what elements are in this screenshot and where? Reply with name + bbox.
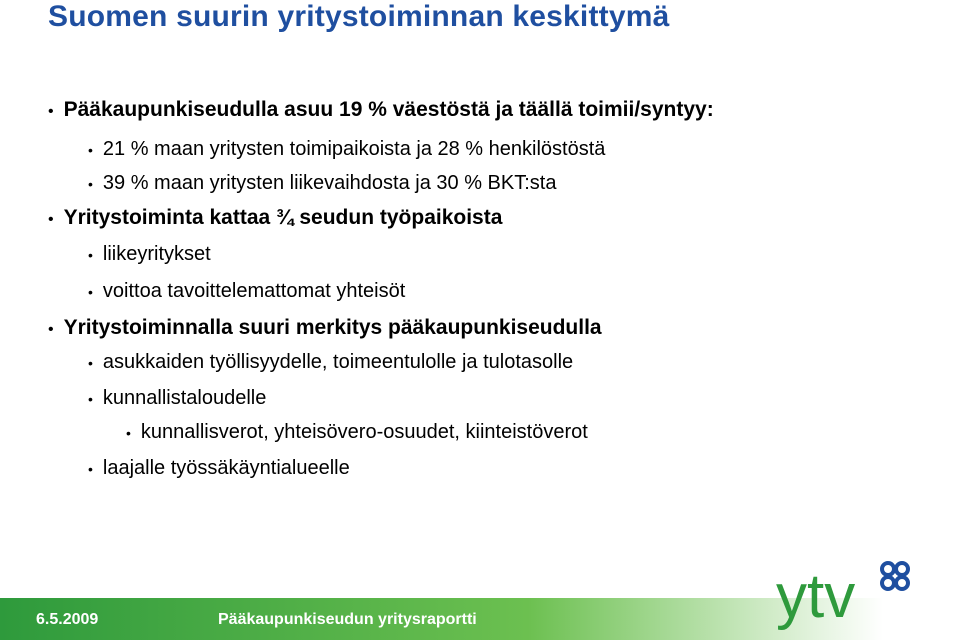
bullet-text: asukkaiden työllisyydelle, toimeentulolle ja tulotasolle xyxy=(102,351,574,373)
bullet-text: Yritystoiminnalla suuri merkitys pääkaupunkiseudulla xyxy=(63,316,602,339)
bullet-item-level1 xyxy=(48,316,602,340)
bullet-item-level2 xyxy=(88,387,266,410)
bullet-glyph: • xyxy=(88,142,93,158)
bullet-glyph: • xyxy=(88,176,93,192)
bullet-item-level1 xyxy=(48,98,714,122)
bullet-text: Pääkaupunkiseudulla asuu 19 % väestöstä ja täällä toimii/syntyy: xyxy=(63,98,714,121)
bullet-item-level2 xyxy=(88,457,350,480)
bullet-item-level1 xyxy=(48,206,502,230)
bullet-text: 21 % maan yritysten toimipaikoista ja 28 % henkilöstöstä xyxy=(102,138,606,160)
bullet-text: 39 % maan yritysten liikevaihdosta ja 30 % BKT:sta xyxy=(102,172,557,194)
bullet-item-level3 xyxy=(126,421,588,444)
bullet-text: laajalle työssäkäyntialueelle xyxy=(102,457,350,479)
bullet-item-level2 xyxy=(88,138,605,161)
logo-mark xyxy=(882,563,908,589)
bullet-text: kunnallisverot, yhteisövero-osuudet, kiinteistöverot xyxy=(140,421,588,443)
bullet-glyph: • xyxy=(48,211,54,228)
footer-title: Pääkaupunkiseudun yritysraportti xyxy=(218,611,477,628)
bullet-item-level2 xyxy=(88,243,211,266)
bullet-glyph: • xyxy=(88,355,93,371)
bullet-glyph: • xyxy=(88,284,93,300)
bullet-glyph: • xyxy=(88,391,93,407)
ytv-logo-icon xyxy=(776,555,926,635)
logo-text: ytv xyxy=(776,562,856,631)
bullet-glyph: • xyxy=(88,247,93,263)
bullet-glyph: • xyxy=(48,103,54,120)
bullet-text: voittoa tavoittelemattomat yhteisöt xyxy=(102,280,406,302)
bullet-text: Yritystoiminta kattaa ¾ seudun työpaikoista xyxy=(63,206,503,229)
footer-date: 6.5.2009 xyxy=(36,611,99,628)
bullet-glyph: • xyxy=(88,461,93,477)
bullet-glyph: • xyxy=(126,425,131,441)
bullet-item-level2 xyxy=(88,280,405,303)
slide-title: Suomen suurin yritystoiminnan keskittymä xyxy=(48,0,670,33)
bullet-text: kunnallistaloudelle xyxy=(102,387,267,409)
bullet-glyph: • xyxy=(48,321,54,338)
bullet-item-level2 xyxy=(88,351,573,374)
bullet-text: liikeyritykset xyxy=(102,243,211,265)
bullet-item-level2 xyxy=(88,172,556,195)
